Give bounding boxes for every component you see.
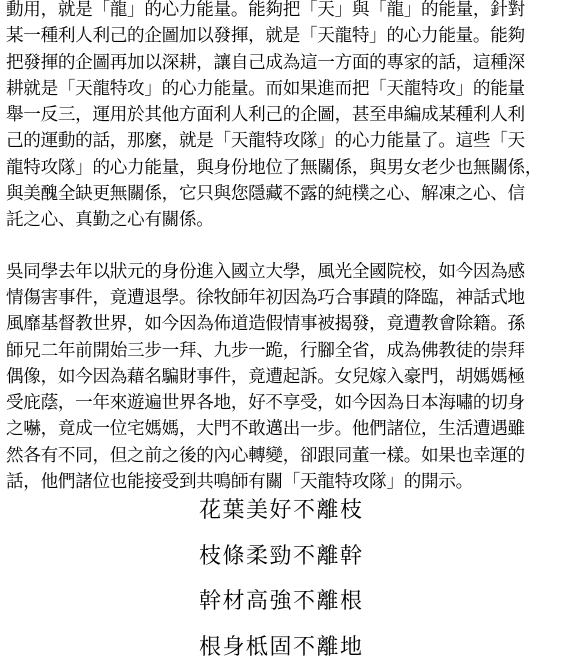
text-line: 把發揮的企圖再加以深耕，讓自己成為這一方面的專家的話，這種深 (6, 50, 576, 76)
poem-verses (199, 488, 449, 670)
document-page (6, 0, 576, 495)
paragraph-1 (6, 0, 576, 234)
text-line: 受庇蔭，一年來遊遍世界各地，好不享受，如今因為日本海嘯的切身 (6, 390, 576, 416)
text-line: 託之心、真勤之心有關係。 (6, 207, 576, 233)
text-line: 偶像，如今因為藉名騙財事件，竟遭起訴。女兒嫁入豪門，胡媽媽極 (6, 364, 576, 390)
text-line: 動用，就是「龍」的心力能量。能夠把「天」與「龍」的能量，針對 (6, 0, 576, 23)
text-line: 己的運動的話，那麼，就是「天龍特攻隊」的心力能量了。這些「天 (6, 128, 576, 154)
poem-verse: 枝條柔勁不離幹 (199, 534, 449, 580)
text-line: 與美醜全缺更無關係，它只與您隱藏不露的純樸之心、解凍之心、信 (6, 181, 576, 207)
paragraph-2 (6, 259, 576, 496)
text-line: 然各有不同，但之前之後的內心轉變，卻跟同董一樣。如果也幸運的 (6, 443, 576, 469)
poem-verse: 幹材高強不離根 (199, 579, 449, 625)
text-line: 之嚇，竟成一位宅媽媽，大門不敢邁出一步。他們諸位，生活遭遇雖 (6, 416, 576, 442)
text-line: 話，他們諸位也能接受到共鳴師有關「天龍特攻隊」的開示。 (6, 469, 576, 495)
poem-verse: 根身柢固不離地 (199, 625, 449, 670)
text-line: 龍特攻隊」的心力能量，與身份地位了無關係，與男女老少也無關係， (6, 155, 576, 181)
text-line: 耕就是「天龍特攻」的心力能量。而如果進而把「天龍特攻」的能量 (6, 76, 576, 102)
text-line: 情傷害事件，竟遭退學。徐牧師年初因為巧合事蹟的降臨，神話式地 (6, 285, 576, 311)
poem-verse: 花葉美好不離枝 (199, 488, 449, 534)
text-line: 舉一反三，運用於其他方面利人利己的企圖，甚至串編成某種利人利 (6, 102, 576, 128)
text-line: 師兄二年前開始三步一拜、九步一跪，行腳全省，成為佛教徒的崇拜 (6, 338, 576, 364)
text-line: 某一種利人利己的企圖加以發揮，就是「天龍特」的心力能量。能夠 (6, 23, 576, 49)
text-line: 風靡基督教世界，如今因為佈道造假情事被揭發，竟遭教會除籍。孫 (6, 311, 576, 337)
text-line: 吳同學去年以狀元的身份進入國立大學，風光全國院校，如今因為感 (6, 259, 576, 285)
